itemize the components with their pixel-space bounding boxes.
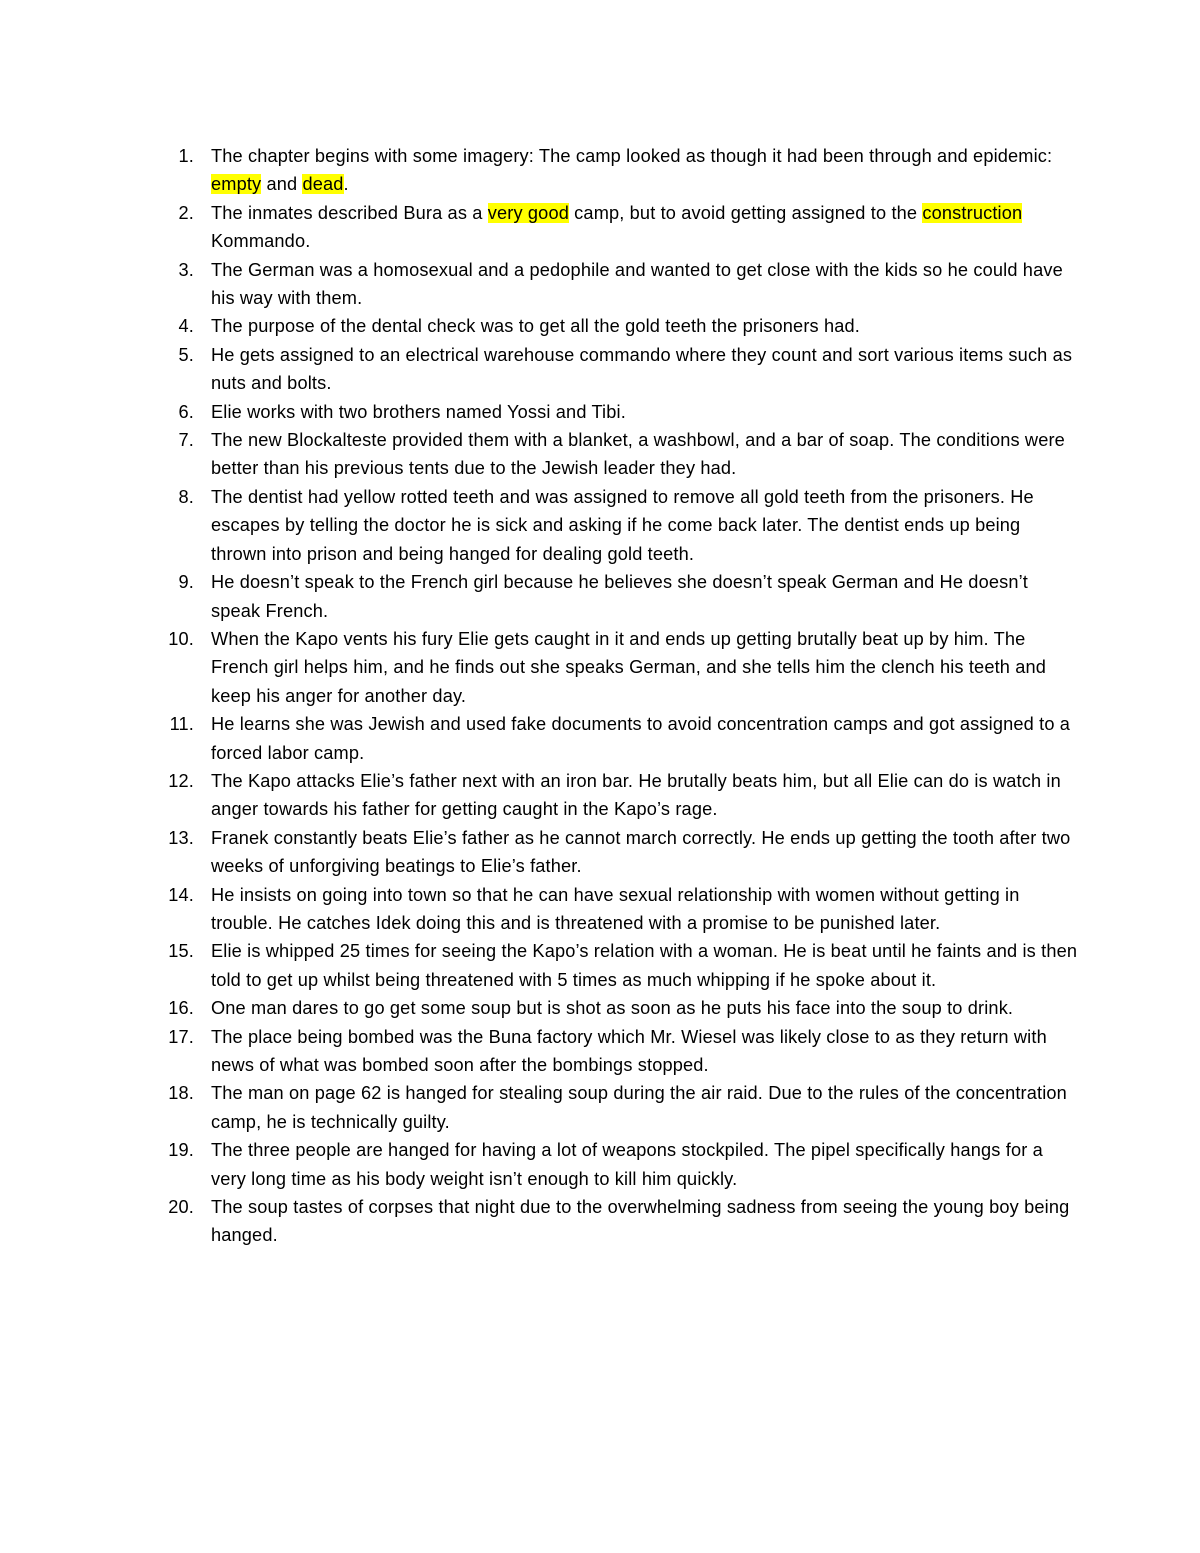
text-run: . xyxy=(343,174,349,195)
item-number: 4. xyxy=(178,316,194,337)
answer-text xyxy=(211,430,1065,478)
answer-text xyxy=(211,998,1013,1018)
answer-text xyxy=(211,572,1028,620)
text-run: Franek constantly beats Elie’s father as he cannot march correctly. He ends up getting the tooth after two weeks of unforgiving beatings to Elie’s father. xyxy=(211,827,1071,877)
text-run: The chapter begins with some imagery: The camp looked as though it had been through and epidemic: xyxy=(211,146,1053,166)
answer-text xyxy=(211,316,860,336)
text-run: Elie is whipped 25 times for seeing the Kapo’s relation with a woman. He is beat until he faints and is then told to get up whilst being threatened with 5 times as much whipping if he spoke about it. xyxy=(211,941,1078,990)
item-number: 5. xyxy=(178,344,194,365)
answer-text xyxy=(211,487,1034,564)
item-number: 20. xyxy=(168,1197,194,1218)
answer-text xyxy=(211,260,1063,308)
text-run: He gets assigned to an electrical warehouse commando where they count and sort various items such as nuts and bolts. xyxy=(211,344,1073,394)
item-number: 9. xyxy=(178,572,194,593)
list-item xyxy=(140,426,1080,483)
text-run: The man on page 62 is hanged for stealing soup during the air raid. Due to the rules of the concentration camp, he is technically guilty. xyxy=(211,1083,1067,1132)
list-item xyxy=(140,767,1080,824)
item-number: 16. xyxy=(168,998,194,1019)
answer-text xyxy=(211,1027,1047,1075)
list-item xyxy=(140,710,1080,767)
text-run: The dentist had yellow rotted teeth and was assigned to remove all gold teeth from the prisoners. He escapes by telling the doctor he is sick and asking if he come back later. The dentist ends up being thrown into prison and being hanged for dealing gold teeth. xyxy=(211,486,1034,564)
list-item xyxy=(140,625,1080,710)
answer-text xyxy=(211,771,1061,819)
highlighted-term: dead xyxy=(302,174,344,195)
answer-text xyxy=(211,146,1052,194)
answer-text xyxy=(211,629,1046,706)
text-run: The new Blockalteste provided them with a blanket, a washbowl, and a bar of soap. The conditions were better than his previous tents due to the Jewish leader they had. xyxy=(211,430,1065,479)
list-item xyxy=(140,994,1080,1022)
text-run: He doesn’t speak to the French girl because he believes she doesn’t speak German and He doesn’t speak French. xyxy=(211,572,1029,621)
text-run: The soup tastes of corpses that night due to the overwhelming sadness from seeing the young boy being hanged. xyxy=(211,1197,1070,1246)
item-number: 18. xyxy=(168,1083,194,1104)
text-run: camp, but to avoid getting assigned to the xyxy=(568,202,923,223)
item-number: 12. xyxy=(168,770,194,791)
answer-text xyxy=(211,203,1022,251)
answer-text xyxy=(211,1197,1069,1245)
item-number: 2. xyxy=(178,202,194,223)
answer-text xyxy=(211,714,1070,762)
list-item xyxy=(140,341,1080,398)
answer-text xyxy=(211,885,1020,933)
list-item xyxy=(140,483,1080,568)
item-number: 6. xyxy=(178,401,194,422)
list-item xyxy=(140,937,1080,994)
list-item xyxy=(140,568,1080,625)
list-item xyxy=(140,1023,1080,1080)
text-run: Kommando. xyxy=(211,231,311,252)
item-number: 1. xyxy=(178,146,194,166)
list-item xyxy=(140,824,1080,881)
text-run: He learns she was Jewish and used fake documents to avoid concentration camps and got assigned to a forced labor camp. xyxy=(211,714,1071,763)
list-item xyxy=(140,398,1080,426)
answer-text xyxy=(211,345,1072,393)
text-run: The place being bombed was the Buna factory which Mr. Wiesel was likely close to as they return with news of what was bombed soon after the bombings stopped. xyxy=(211,1026,1047,1075)
list-item xyxy=(140,1136,1080,1193)
item-number: 13. xyxy=(168,827,194,848)
text-run: He insists on going into town so that he can have sexual relationship with women without getting in trouble. He catches Idek doing this and is threatened with a promise to be punished later. xyxy=(211,884,1020,933)
item-number: 15. xyxy=(168,941,194,962)
text-run: The German was a homosexual and a pedophile and wanted to get close with the kids so he could have his way with them. xyxy=(211,259,1063,309)
text-run: and xyxy=(261,174,303,195)
answer-list xyxy=(140,142,1080,1250)
answer-text xyxy=(211,1140,1043,1188)
answer-text xyxy=(211,941,1077,989)
text-run: The three people are hanged for having a lot of weapons stockpiled. The pipel specifically hangs for a very long time as his body weight isn’t enough to kill him quickly. xyxy=(211,1140,1043,1189)
text-run: The inmates described Bura as a xyxy=(211,202,488,223)
highlighted-term: empty xyxy=(211,174,262,195)
list-item xyxy=(140,312,1080,340)
item-number: 19. xyxy=(168,1140,194,1161)
highlighted-term: construction xyxy=(922,202,1023,223)
list-item xyxy=(140,142,1080,199)
highlighted-term: very good xyxy=(487,202,569,223)
text-run: The purpose of the dental check was to get all the gold teeth the prisoners had. xyxy=(211,316,860,337)
item-number: 10. xyxy=(168,628,194,649)
item-number: 14. xyxy=(168,884,194,905)
list-item xyxy=(140,1079,1080,1136)
list-item xyxy=(140,1193,1080,1250)
text-run: The Kapo attacks Elie’s father next with an iron bar. He brutally beats him, but all Elie can do is watch in anger towards his father for getting caught in the Kapo’s rage. xyxy=(211,770,1061,820)
item-number: 7. xyxy=(178,430,194,451)
answer-text xyxy=(211,828,1070,876)
text-run: When the Kapo vents his fury Elie gets caught in it and ends up getting brutally beat up by him. The French girl helps him, and he finds out she speaks German, and she tells him the clench his teeth and keep his anger for another day. xyxy=(211,628,1047,706)
answer-text xyxy=(211,402,626,422)
list-item xyxy=(140,256,1080,313)
item-number: 11. xyxy=(169,714,194,735)
item-number: 17. xyxy=(168,1026,194,1047)
list-item xyxy=(140,881,1080,938)
answer-text xyxy=(211,1083,1067,1131)
text-run: Elie works with two brothers named Yossi and Tibi. xyxy=(211,401,626,422)
item-number: 8. xyxy=(178,486,194,507)
text-run: One man dares to go get some soup but is shot as soon as he puts his face into the soup to drink. xyxy=(211,998,1014,1019)
item-number: 3. xyxy=(178,259,194,280)
list-item xyxy=(140,199,1080,256)
